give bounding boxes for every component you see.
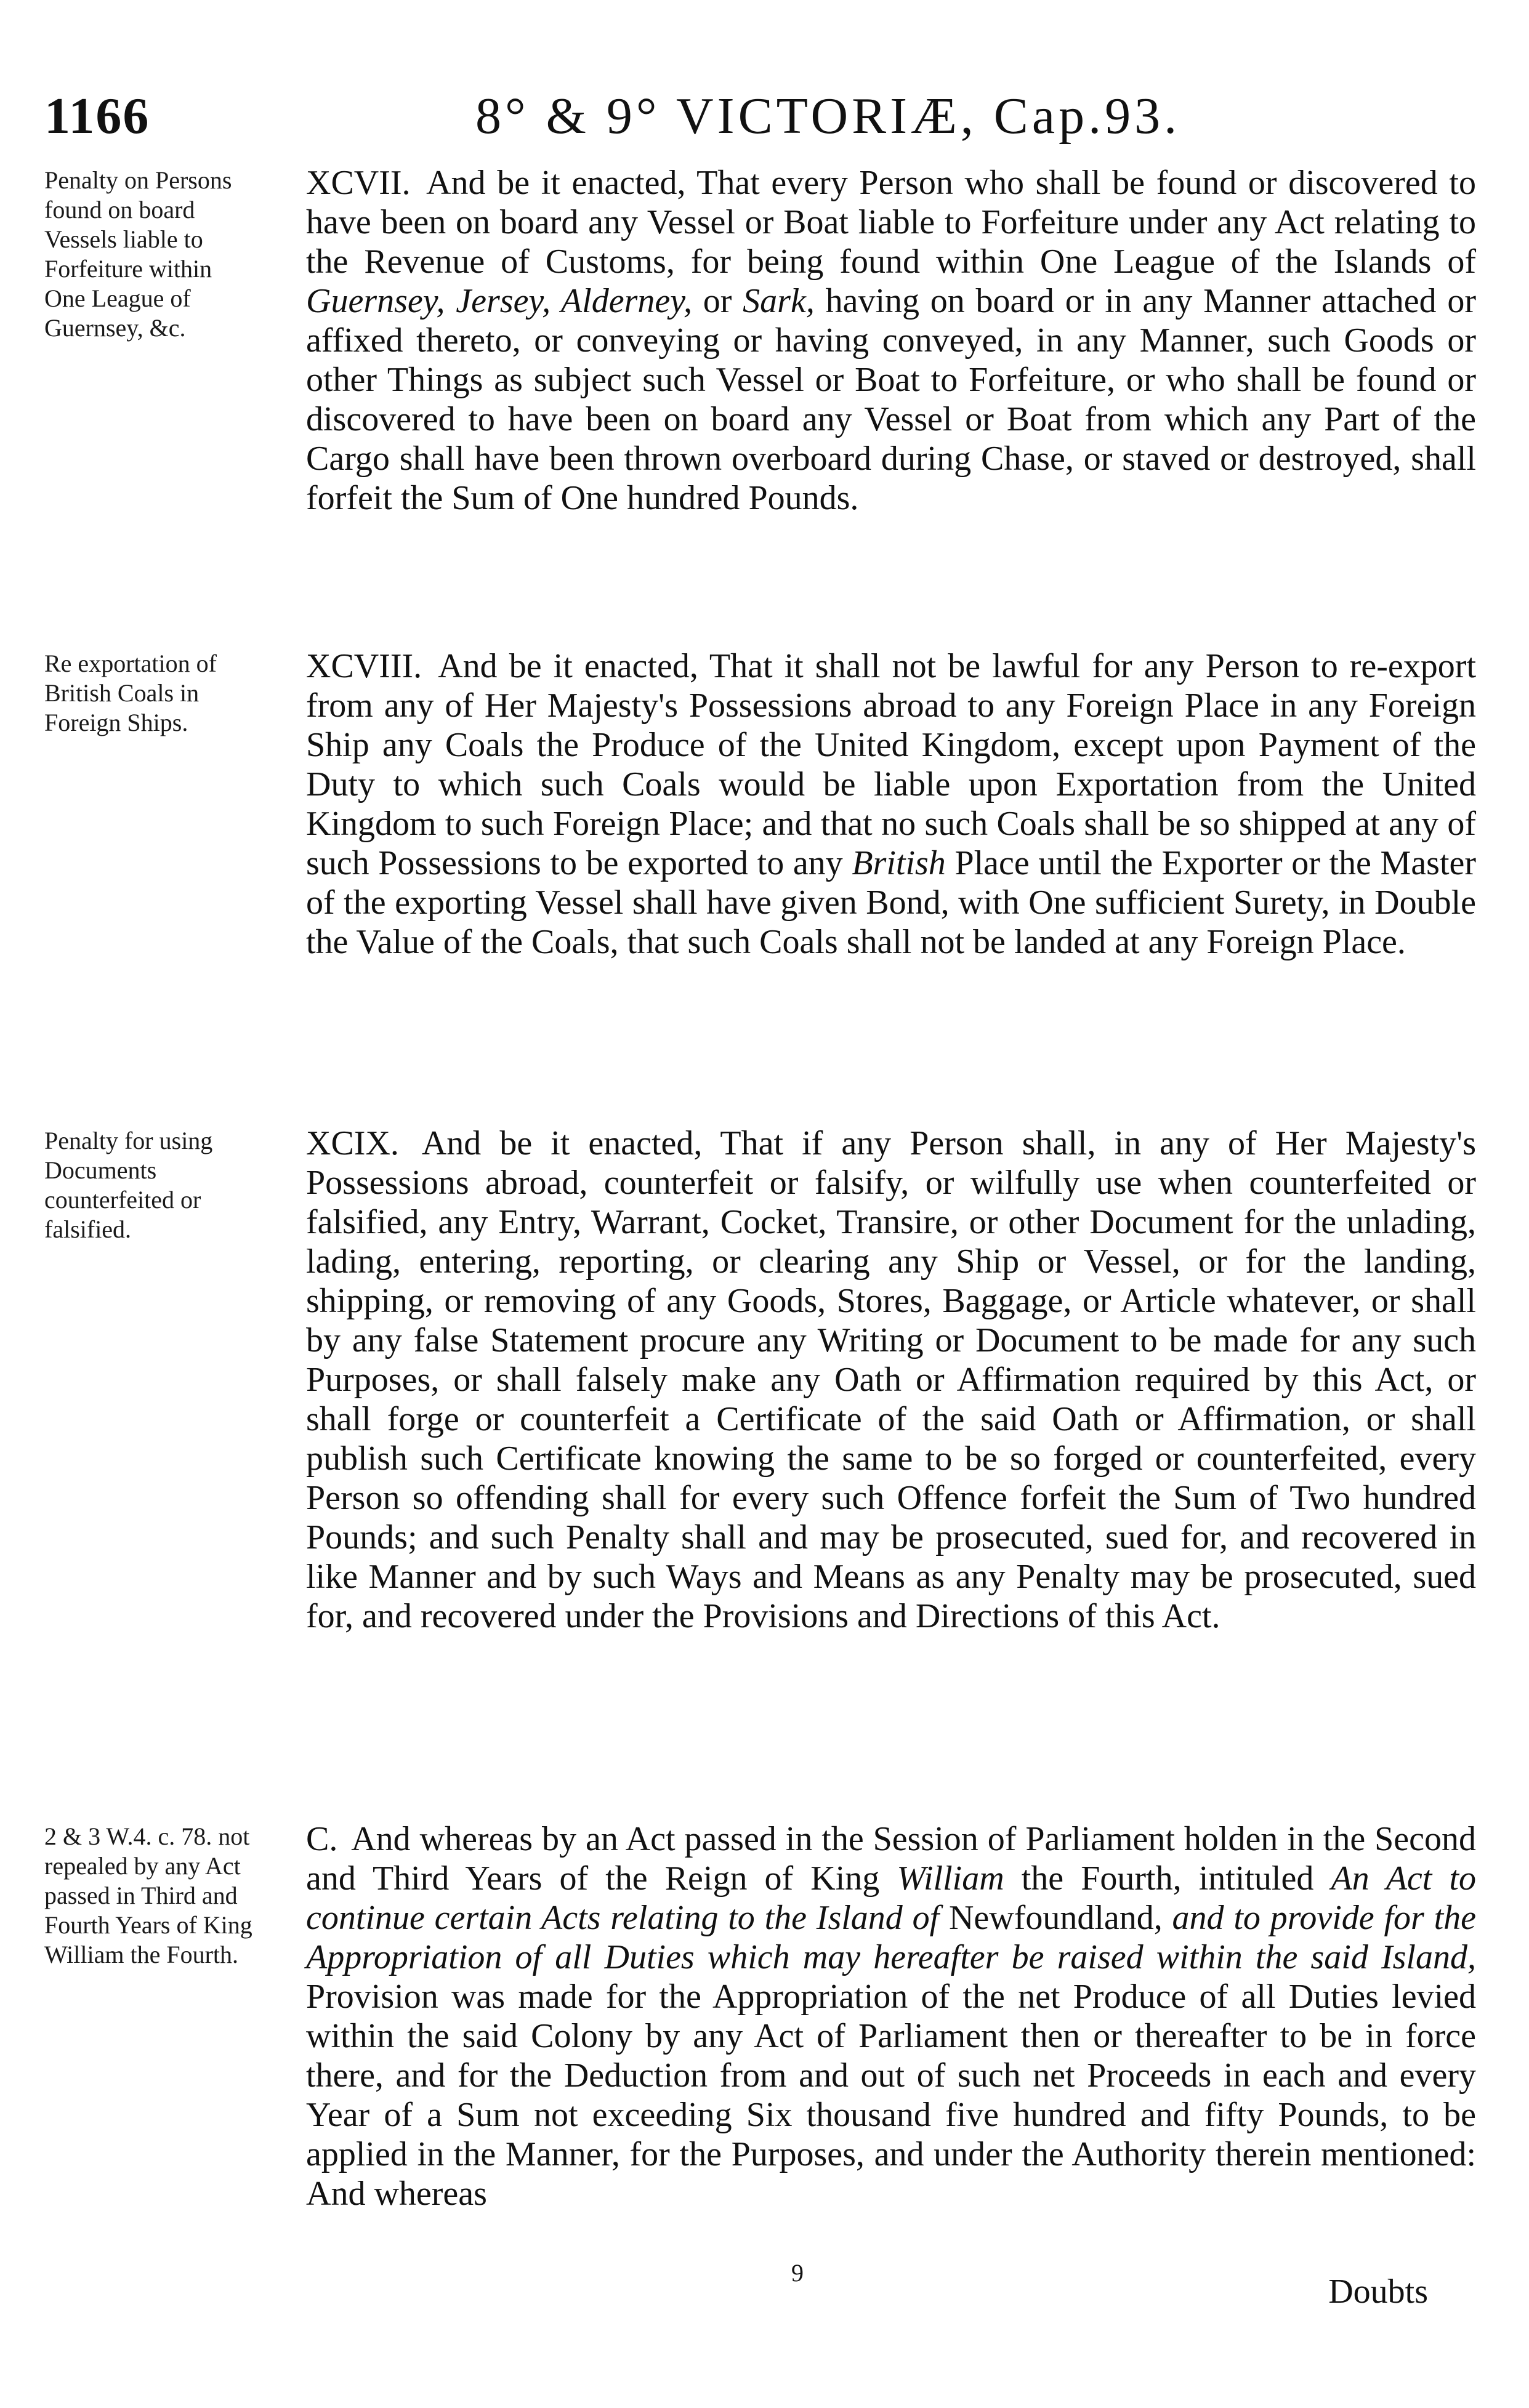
body-text: or [703, 282, 732, 320]
section-c [44, 1819, 1485, 2263]
signature-mark: 9 [791, 2259, 804, 2287]
section-number: XCVIII. [306, 647, 422, 685]
running-head: 8° & 9° VICTORIÆ, Cap.93. [475, 87, 1181, 145]
body-text: having on board or in any Manner attached or affixed thereto, or conveying or having conveyed, in any Manner, such Goods or other Things as subject such Vessel or Boat to Forfeiture, or who shall be found or discovered to have been on board any Vessel or Boat from which any Part of the Cargo shall have been thrown overboard during Chase, or staved or destroyed, shall forfeit the Sum of One hundred Pounds. [306, 282, 1477, 517]
page-header [44, 86, 1485, 160]
section-body [306, 646, 1476, 962]
body-italic: British [852, 844, 946, 882]
section-body [306, 163, 1476, 518]
body-text: And whereas by an Act passed in the Session of Parliament holden in the Second and Third Years of the Reign of King [306, 1820, 1476, 1898]
margin-note: Re exportation of British Coals in Foreign Ships. [44, 650, 217, 736]
body-text: And be it enacted, That every Person who shall be found or discovered to have been on board any Vessel or Boat liable to Forfeiture under any Act relating to the Revenue of Customs, for being found within One League of the Islands of [306, 164, 1476, 281]
section-number: C. [306, 1820, 338, 1858]
body-italic: William [897, 1859, 1004, 1898]
margin-note: Penalty for using Documents counterfeited or falsified. [44, 1127, 213, 1243]
margin-note: Penalty on Persons found on board Vessels liable to Forfeiture within One League of Guernsey, &c. [44, 166, 232, 342]
body-italic: An Act to continue certain Acts relating to the Island of [306, 1859, 1476, 1937]
body-text: And be it enacted, That it shall not be lawful for any Person to re-export from any of Her Majesty's Possessions abroad to any Foreign Place in any Foreign Ship any Coals the Produce of the United Kingdom, except upon Payment of the Duty to which such Coals would be liable upon Exportation from the United Kingdom to such Foreign Place; and that no such Coals shall be so shipped at any of such Possessions to be exported to any [306, 647, 1476, 882]
body-text: Newfoundland, [948, 1899, 1163, 1937]
body-text: the Fourth, intituled [1021, 1859, 1314, 1898]
body-text: And be it enacted, That if any Person shall, in any of Her Majesty's Possessions abroad, counterfeit or falsify, or wilfully use when counterfeited or falsified, any Entry, Warrant, Cocket, Transire, or other Document for the unlading, lading, entering, reporting, or clearing any Ship or Vessel, or for the landing, shipping, or removing of any Goods, Stores, Baggage, or Article whatever, or shall by any false Statement procure any Writing or Document to be made for any such Purposes, or shall falsely make any Oath or Affirmation required by this Act, or shall forge or counterfeit a Certificate of the said Oath or Affirmation, or shall publish such Certificate knowing the same to be so forged or counterfeited, every Person so offending shall for every such Offence forfeit the Sum of Two hundred Pounds; and such Penalty shall and may be prosecuted, sued for, and recovered in like Manner and by such Ways and Means as any Penalty may be prosecuted, sued for, and recovered under the Provisions and Directions of this Act. [306, 1124, 1477, 1635]
section-number: XCIX. [306, 1124, 399, 1162]
body-italic: and to provide for the Appropriation of all Duties which may hereafter be raised within the said Island, [306, 1899, 1477, 1976]
body-text: Provision was made for the Appropriation of the net Produce of all Duties levied within the said Colony by any Act of Parliament then or thereafter to be in force there, and for the Deduction from and out of such net Proceeds in each and every Year of a Sum not exceeding Six thousand five hundred and fifty Pounds, to be applied in the Manner, for the Purposes, and under the Authority therein mentioned: And whereas [306, 1978, 1476, 2213]
section-body [306, 1819, 1476, 2213]
section-body [306, 1124, 1476, 1636]
section-xcviii [44, 646, 1485, 1077]
body-text: Place until the Exporter or the Master of the exporting Vessel shall have given Bond, with One sufficient Surety, in Double the Value of the Coals, that such Coals shall not be landed at any Foreign Place. [306, 844, 1477, 961]
margin-note: 2 & 3 W.4. c. 78. not repealed by any Act passed in Third and Fourth Years of King William the Fourth. [44, 1822, 252, 1968]
section-xcix [44, 1124, 1485, 1770]
body-italic: Guernsey, Jersey, Alderney, [306, 282, 692, 320]
section-number: XCVII. [306, 164, 411, 202]
page-number: 1166 [44, 87, 150, 145]
catchword: Doubts [1328, 2273, 1428, 2311]
section-xcvii [44, 163, 1485, 594]
body-italic: Sark, [743, 282, 815, 320]
